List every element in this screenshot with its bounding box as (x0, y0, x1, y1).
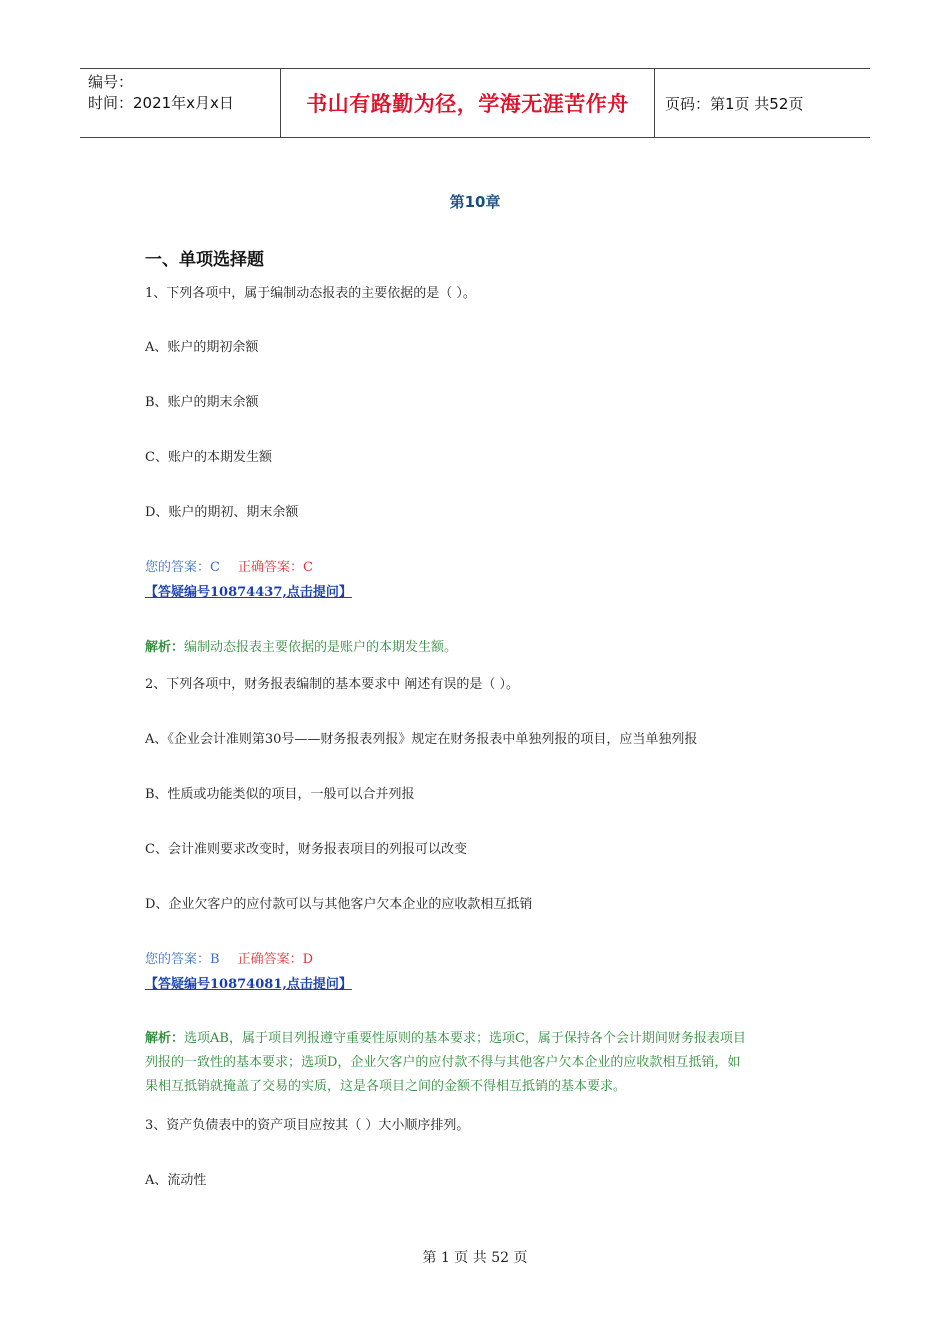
correct-answer: 正确答案：C (237, 560, 313, 575)
header-page-label: 页码：第1页 共52页 (665, 94, 804, 113)
option-a: A、《企业会计准则第30号——财务报表列报》规定在财务报表中单独列报的项目，应当单独列报 (145, 732, 698, 747)
option-d: D、企业欠客户的应付款可以与其他客户欠本企业的应收款相互抵销 (145, 897, 533, 912)
question-stem: 3、资产负债表中的资产项目应按其（ ）大小顺序排列。 (145, 1118, 470, 1133)
analysis-line-3: 果相互抵销就掩盖了交易的实质，这是各项目之间的金额不得相互抵销的基本要求。 (145, 1079, 627, 1094)
page-footer: 第 1 页 共 52 页 (422, 1250, 528, 1266)
header-meta (80, 69, 281, 137)
option-c: C、会计准则要求改变时，财务报表项目的列报可以改变 (145, 842, 467, 857)
query-row (145, 976, 352, 994)
ask-question-link[interactable]: 【答疑编号10874437,点击提问】 (145, 585, 352, 600)
header-motto: 书山有路勤为径，学海无涯苦作舟 (281, 69, 655, 137)
chapter-title: 第10章 (449, 193, 501, 211)
section-title: 一、单项选择题 (145, 250, 264, 270)
analysis-line-2: 列报的一致性的基本要求；选项D，企业欠客户的应付款不得与其他客户欠本企业的应收款相互抵销，如 (145, 1055, 741, 1070)
option-c: C、账户的本期发生额 (145, 450, 272, 465)
ask-question-link[interactable]: 【答疑编号10874081,点击提问】 (145, 977, 352, 992)
your-answer: 您的答案：C (145, 560, 220, 575)
question-stem: 1、下列各项中，属于编制动态报表的主要依据的是（ ）。 (145, 286, 476, 301)
correct-answer: 正确答案：D (237, 952, 313, 967)
analysis (145, 639, 457, 657)
option-b: B、账户的期末余额 (145, 395, 259, 410)
your-answer: 您的答案：B (145, 952, 220, 967)
number-label: 编号： (88, 73, 134, 91)
time-label: 时间：2021年x月x日 (88, 94, 234, 112)
option-b: B、性质或功能类似的项目，一般可以合并列报 (145, 787, 415, 802)
option-d: D、账户的期初、期末余额 (145, 505, 299, 520)
analysis-label: 解析： (145, 1031, 185, 1046)
analysis (145, 1027, 810, 1099)
analysis-text: 选项AB，属于项目列报遵守重要性原则的基本要求；选项C，属于保持各个会计期间财务报表项目 (184, 1031, 746, 1046)
option-a: A、账户的期初余额 (145, 340, 259, 355)
query-row (145, 584, 352, 602)
analysis-label: 解析： (145, 640, 185, 655)
answer-row (145, 951, 313, 969)
question-stem: 2、下列各项中，财务报表编制的基本要求中 阐述有误的是（ ）。 (145, 677, 520, 692)
answer-row (145, 559, 313, 577)
option-a: A、流动性 (145, 1173, 207, 1188)
analysis-line-1 (145, 1027, 810, 1051)
analysis-text: 编制动态报表主要依据的是账户的本期发生额。 (184, 640, 458, 655)
page-header (80, 68, 870, 138)
